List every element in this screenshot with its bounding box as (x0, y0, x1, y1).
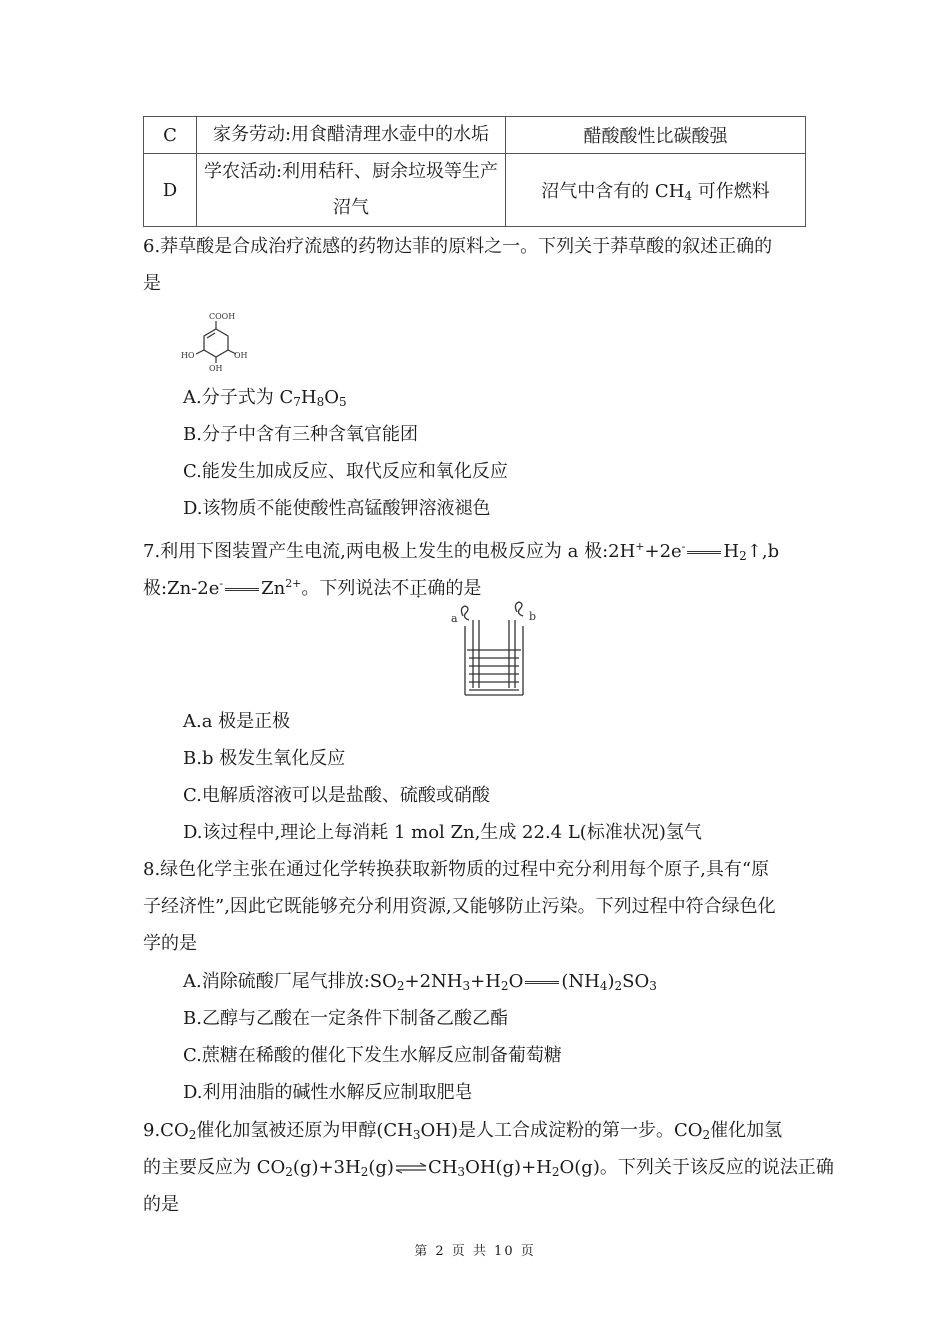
equals-sign (687, 551, 721, 554)
equals-sign (525, 981, 559, 984)
q8-stem-line1: 8.绿色化学主张在通过化学转换获取新物质的过程中充分利用每个原子,具有“原 (143, 859, 770, 880)
q6-option-a: A.分子式为 $C_7H_8O_5$ (183, 387, 347, 409)
row-label: D (144, 154, 197, 227)
q7-option-a: A.a 极是正极 (183, 711, 291, 732)
cooh-label: COOH (209, 312, 236, 321)
galvanic-cell-figure (445, 600, 545, 700)
q6-stem-line2: 是 (143, 273, 161, 294)
q8-option-a: A.消除硫酸厂尾气排放$:SO_2+2NH_3+H_2O$ $(NH_4)_2SO_3$ (183, 971, 657, 993)
electrode-b-label: b (529, 610, 537, 623)
q8-option-c: C.蔗糖在稀酸的催化下发生水解反应制备葡萄糖 (183, 1045, 562, 1066)
q7-stem-line2: 极:Zn-2e- $Zn^{2+}$。下列说法不正确的是 (143, 577, 482, 599)
ho-label: HO (181, 351, 195, 360)
q7-stem-line1: 7.利用下图装置产生电流,两电极上发生的电极反应为 a 极:2H++2e- $H_2↑,b$ (143, 540, 780, 563)
table-row (144, 154, 806, 227)
row-knowledge: 沼气中含有的 $CH_4$ 可作燃料 (506, 154, 806, 227)
q8-stem-line2: 子经济性”,因此它既能够充分利用资源,又能够防止污染。下列过程中符合绿色化 (143, 896, 776, 917)
oh-right-label: OH (234, 351, 248, 360)
row-activity: 学农活动:利用秸秆、厨余垃圾等生产 沼气 (197, 154, 506, 227)
q9-stem-line1: $9.CO_2$催化加氢被还原为甲醇$(CH_3OH)$是人工合成淀粉的第一步。$CO_2$催化加氢 (143, 1120, 783, 1142)
q6-option-c: C.能发生加成反应、取代反应和氧化反应 (183, 461, 508, 482)
q9-stem-line3: 的是 (143, 1194, 179, 1215)
emphasis-text: 不正确 (391, 578, 446, 599)
q6-stem-line1: 6.莽草酸是合成治疗流感的药物达菲的原料之一。下列关于莽草酸的叙述正确的 (143, 236, 773, 257)
page-footer: 第 2 页 共 10 页 (414, 1244, 536, 1259)
q7-option-b: B.b 极发生氧化反应 (183, 748, 346, 769)
q9-stem-line2: 的主要反应为 $CO_2(g)+3H_2(g)$ $CH_3OH(g)+H_2O(g)$。下列关于该反应的说法正确 (143, 1157, 834, 1179)
oh-bottom-label: OH (209, 364, 223, 373)
q8-option-d: D.利用油脂的碱性水解反应制取肥皂 (183, 1082, 473, 1103)
q7-option-d: D.该过程中,理论上每消耗 1 mol Zn,生成 22.4 L(标准状况)氢气 (183, 822, 702, 843)
answer-table (143, 116, 806, 227)
reversible-arrow-icon (394, 1162, 428, 1174)
q6-option-b: B.分子中含有三种含氧官能团 (183, 424, 418, 445)
q8-option-b: B.乙醇与乙酸在一定条件下制备乙酸乙酯 (183, 1008, 508, 1029)
q8-stem-line3: 学的是 (143, 933, 197, 954)
electrode-a-label: a (451, 612, 458, 625)
table-row (144, 117, 806, 154)
shikimic-acid-structure (178, 305, 258, 375)
row-knowledge: 醋酸酸性比碳酸强 (506, 117, 806, 154)
row-label: C (144, 117, 197, 154)
equals-sign (225, 588, 259, 591)
q7-option-c: C.电解质溶液可以是盐酸、硫酸或硝酸 (183, 785, 490, 806)
row-activity: 家务劳动:用食醋清理水壶中的水垢 (197, 117, 506, 154)
q6-option-d: D.该物质不能使酸性高锰酸钾溶液褪色 (183, 498, 491, 519)
